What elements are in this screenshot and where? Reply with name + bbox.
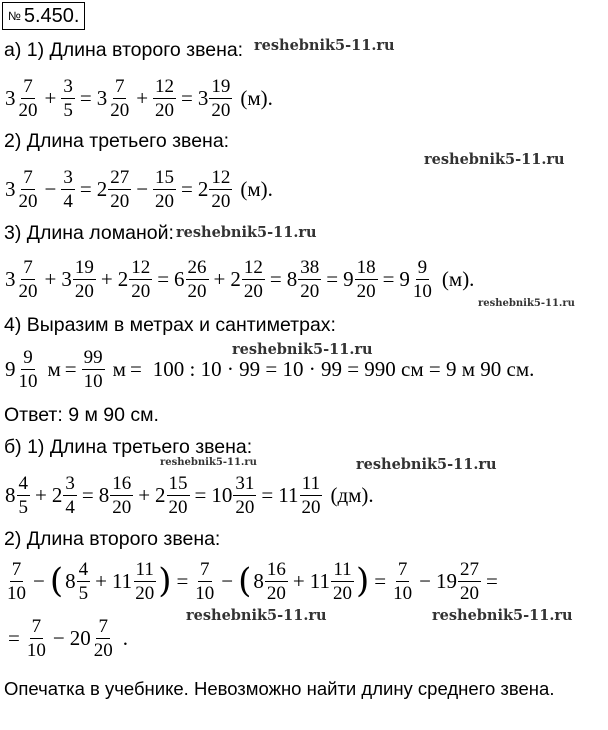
math-operator: − xyxy=(44,176,57,201)
parenthesis: ( xyxy=(238,561,252,601)
math-operator: = xyxy=(326,266,339,291)
fraction xyxy=(209,167,232,212)
math-text: (м). xyxy=(240,85,273,110)
fraction-numerator: 4 xyxy=(78,558,89,580)
part-a-step4-title: 4) Выразим в метрах и сантиметрах: xyxy=(4,314,336,336)
math-text: . xyxy=(122,625,128,650)
fraction xyxy=(63,473,77,518)
fraction-denominator: 5 xyxy=(18,496,28,518)
fraction xyxy=(153,76,176,121)
fraction-denominator: 10 xyxy=(18,370,38,392)
fraction xyxy=(167,473,190,518)
math-text: (дм). xyxy=(330,482,374,507)
fraction-numerator: 99 xyxy=(83,346,103,368)
watermark-text: reshebnik5-11.ru xyxy=(232,341,373,358)
whole-part: 3 xyxy=(96,85,108,110)
fraction xyxy=(82,347,105,392)
fraction xyxy=(17,76,40,121)
whole-part: 2 xyxy=(51,482,63,507)
part-a-step3-expression xyxy=(4,253,474,305)
fraction xyxy=(17,257,40,302)
fraction-denominator: 20 xyxy=(211,99,231,121)
watermark-text: reshebnik5-11.ru xyxy=(186,607,327,624)
fraction-denominator: 20 xyxy=(18,190,38,212)
fraction xyxy=(355,257,378,302)
fraction-numerator: 7 xyxy=(23,75,33,97)
fraction xyxy=(209,76,232,121)
math-text: м xyxy=(47,356,61,381)
fraction xyxy=(265,559,288,604)
fraction-numerator: 7 xyxy=(23,166,33,188)
fraction xyxy=(133,559,156,604)
math-operator: + xyxy=(95,568,107,593)
math-operator: = xyxy=(269,266,282,291)
parenthesis: ( xyxy=(49,561,64,601)
fraction-numerator: 11 xyxy=(135,558,154,580)
fraction-numerator: 16 xyxy=(112,472,132,494)
fraction-numerator: 27 xyxy=(110,166,130,188)
whole-part: 20 xyxy=(69,625,91,650)
fraction xyxy=(110,473,133,518)
watermark-text: reshebnik5-11.ru xyxy=(424,151,565,168)
math-text: (м). xyxy=(441,266,475,291)
whole-part: 6 xyxy=(174,266,185,291)
fraction xyxy=(61,167,75,212)
part-a-step1-title: а) 1) Длина второго звена: xyxy=(4,39,244,61)
fraction-numerator: 12 xyxy=(155,75,175,97)
whole-part: 2 xyxy=(197,176,209,201)
fraction-numerator: 11 xyxy=(333,558,352,580)
math-operator: + xyxy=(136,85,149,110)
fraction-denominator: 20 xyxy=(459,582,479,604)
fraction xyxy=(108,167,131,212)
part-a-step1-expression xyxy=(4,72,273,124)
watermark-text: reshebnik5-11.ru xyxy=(478,298,575,309)
fraction xyxy=(17,473,31,518)
whole-part: 8 xyxy=(286,266,298,291)
whole-part: 9 xyxy=(343,266,354,291)
whole-part: 2 xyxy=(96,176,108,201)
fraction-denominator: 20 xyxy=(131,280,151,302)
whole-part: 8 xyxy=(98,482,110,507)
fraction-denominator: 20 xyxy=(93,639,113,661)
math-operator: = xyxy=(181,85,193,110)
math-operator: + xyxy=(213,266,226,291)
part-b-step2-expression xyxy=(4,555,502,607)
part-b-step2-title: 2) Длина второго звена: xyxy=(4,528,221,550)
fraction-denominator: 20 xyxy=(155,190,175,212)
whole-part: 8 xyxy=(65,568,76,593)
fraction-denominator: 20 xyxy=(235,496,255,518)
fraction-denominator: 10 xyxy=(393,582,413,604)
part-b-step1-title: б) 1) Длина третьего звена: xyxy=(4,436,253,458)
part-a-step2-title: 2) Длина третьего звена: xyxy=(4,130,230,152)
watermark-text: reshebnik5-11.ru xyxy=(254,37,395,54)
fraction-denominator: 5 xyxy=(63,99,73,121)
fraction-denominator: 10 xyxy=(195,582,215,604)
fraction-numerator: 11 xyxy=(301,472,321,494)
fraction-denominator: 10 xyxy=(83,370,103,392)
part-b-step2-expression-continued xyxy=(4,612,128,664)
fraction-denominator: 20 xyxy=(243,280,263,302)
fraction xyxy=(5,559,28,604)
watermark-text: reshebnik5-11.ru xyxy=(176,224,317,241)
fraction-numerator: 26 xyxy=(187,256,207,278)
part-b-step1-expression xyxy=(4,469,374,521)
problem-number-badge xyxy=(2,2,85,30)
fraction-denominator: 20 xyxy=(266,582,286,604)
fraction-numerator: 12 xyxy=(211,166,231,188)
fraction-denominator: 10 xyxy=(7,582,26,604)
fraction xyxy=(233,473,256,518)
fraction-denominator: 20 xyxy=(18,99,38,121)
math-operator: − xyxy=(33,568,45,593)
fraction-numerator: 7 xyxy=(31,615,42,637)
fraction-numerator: 38 xyxy=(300,256,320,278)
math-operator: = xyxy=(176,568,189,593)
fraction-denominator: 4 xyxy=(65,496,75,518)
whole-part: 2 xyxy=(230,266,241,291)
whole-part: 11 xyxy=(278,482,299,507)
part-a-step3-title: 3) Длина ломаной: xyxy=(4,222,174,244)
whole-part: 2 xyxy=(155,482,166,507)
part-a-step2-expression xyxy=(4,163,273,215)
fraction-denominator: 20 xyxy=(300,280,320,302)
fraction xyxy=(77,559,91,604)
fraction-numerator: 19 xyxy=(74,256,94,278)
math-text: (м). xyxy=(240,176,273,201)
fraction-denominator: 20 xyxy=(18,280,38,302)
fraction xyxy=(153,167,176,212)
fraction-denominator: 20 xyxy=(301,496,321,518)
math-operator: + xyxy=(35,482,47,507)
math-operator: + xyxy=(292,568,305,593)
fraction-numerator: 16 xyxy=(266,558,286,580)
fraction-numerator: 3 xyxy=(63,166,73,188)
fraction-numerator: 7 xyxy=(23,256,33,278)
fraction xyxy=(92,616,115,661)
whole-part: 8 xyxy=(253,568,264,593)
fraction xyxy=(391,559,414,604)
fraction-numerator: 4 xyxy=(18,472,28,494)
fraction-denominator: 10 xyxy=(26,639,46,661)
math-text: 100 : 10 · 99 = 10 · 99 = 990 см = 9 м 90 см. xyxy=(152,356,535,381)
fraction-denominator: 5 xyxy=(78,582,89,604)
fraction-numerator: 7 xyxy=(98,615,108,637)
math-operator: = xyxy=(181,176,193,201)
fraction-numerator: 31 xyxy=(235,472,255,494)
fraction-numerator: 15 xyxy=(168,472,188,494)
watermark-text: reshebnik5-11.ru xyxy=(356,456,497,473)
fraction-numerator: 15 xyxy=(155,166,175,188)
fraction-denominator: 20 xyxy=(356,280,376,302)
fraction-numerator: 9 xyxy=(23,346,33,368)
fraction xyxy=(299,473,322,518)
fraction-denominator: 20 xyxy=(110,190,130,212)
math-operator: = xyxy=(8,625,20,650)
whole-part: 3 xyxy=(5,85,16,110)
math-operator: − xyxy=(221,568,234,593)
fraction-denominator: 4 xyxy=(63,190,73,212)
fraction-numerator: 7 xyxy=(114,75,125,97)
parenthesis: ) xyxy=(355,561,370,601)
whole-part: 10 xyxy=(211,482,233,507)
math-operator: + xyxy=(138,482,151,507)
fraction xyxy=(458,559,481,604)
fraction-numerator: 3 xyxy=(63,75,73,97)
fraction xyxy=(129,257,152,302)
fraction-numerator: 7 xyxy=(11,558,22,580)
math-operator: = xyxy=(79,85,92,110)
fraction xyxy=(73,257,96,302)
fraction xyxy=(186,257,209,302)
math-operator: − xyxy=(419,568,431,593)
fraction-numerator: 7 xyxy=(397,558,408,580)
fraction-denominator: 20 xyxy=(187,280,207,302)
fraction-numerator: 9 xyxy=(417,256,428,278)
fraction-denominator: 20 xyxy=(155,99,175,121)
fraction xyxy=(298,257,321,302)
fraction-denominator: 10 xyxy=(412,280,432,302)
part-a-answer: Ответ: 9 м 90 см. xyxy=(4,404,159,426)
fraction-numerator: 19 xyxy=(211,75,231,97)
whole-part: 8 xyxy=(5,482,16,507)
fraction xyxy=(108,76,131,121)
fraction xyxy=(331,559,354,604)
math-operator: = xyxy=(485,568,498,593)
math-operator: = xyxy=(157,266,170,291)
math-operator: = xyxy=(374,568,387,593)
fraction-numerator: 3 xyxy=(65,472,75,494)
fraction xyxy=(25,616,48,661)
watermark-text: reshebnik5-11.ru xyxy=(432,607,573,624)
fraction xyxy=(193,559,216,604)
math-operator: = xyxy=(382,266,395,291)
math-operator: = xyxy=(79,176,92,201)
fraction xyxy=(17,167,40,212)
problem-number: 5.450. xyxy=(23,4,80,27)
fraction-numerator: 7 xyxy=(200,558,210,580)
part-b-note: Опечатка в учебнике. Невозможно найти длину среднего звена. xyxy=(4,678,555,699)
fraction xyxy=(242,257,265,302)
math-operator: − xyxy=(52,625,65,650)
math-operator: = xyxy=(64,356,77,381)
fraction-numerator: 12 xyxy=(243,256,263,278)
whole-part: 9 xyxy=(399,266,410,291)
fraction-denominator: 20 xyxy=(211,190,231,212)
whole-part: 19 xyxy=(435,568,457,593)
math-operator: = xyxy=(194,482,207,507)
whole-part: 3 xyxy=(5,266,16,291)
math-operator: = xyxy=(129,356,142,381)
parenthesis: ) xyxy=(158,561,172,601)
fraction-denominator: 20 xyxy=(135,582,155,604)
math-operator: = xyxy=(261,482,274,507)
whole-part: 11 xyxy=(309,568,330,593)
math-operator: = xyxy=(81,482,94,507)
fraction-numerator: 18 xyxy=(356,256,376,278)
whole-part: 2 xyxy=(117,266,129,291)
whole-part: 3 xyxy=(197,85,209,110)
fraction-denominator: 20 xyxy=(74,280,94,302)
whole-part: 3 xyxy=(5,176,16,201)
fraction xyxy=(61,76,75,121)
fraction-denominator: 20 xyxy=(110,99,130,121)
whole-part: 9 xyxy=(5,356,16,381)
math-operator: + xyxy=(44,266,57,291)
fraction-numerator: 27 xyxy=(459,558,479,580)
fraction-denominator: 20 xyxy=(332,582,352,604)
whole-part: 11 xyxy=(111,568,133,593)
fraction-numerator: 12 xyxy=(131,256,151,278)
fraction-denominator: 20 xyxy=(112,496,132,518)
fraction-denominator: 20 xyxy=(168,496,188,518)
fraction xyxy=(17,347,40,392)
math-operator: + xyxy=(100,266,113,291)
number-sign: № xyxy=(8,9,21,23)
math-operator: + xyxy=(44,85,57,110)
fraction xyxy=(411,257,434,302)
whole-part: 3 xyxy=(61,266,72,291)
math-operator: − xyxy=(136,176,149,201)
math-text: м xyxy=(112,356,126,381)
watermark-text: reshebnik5-11.ru xyxy=(160,457,257,468)
